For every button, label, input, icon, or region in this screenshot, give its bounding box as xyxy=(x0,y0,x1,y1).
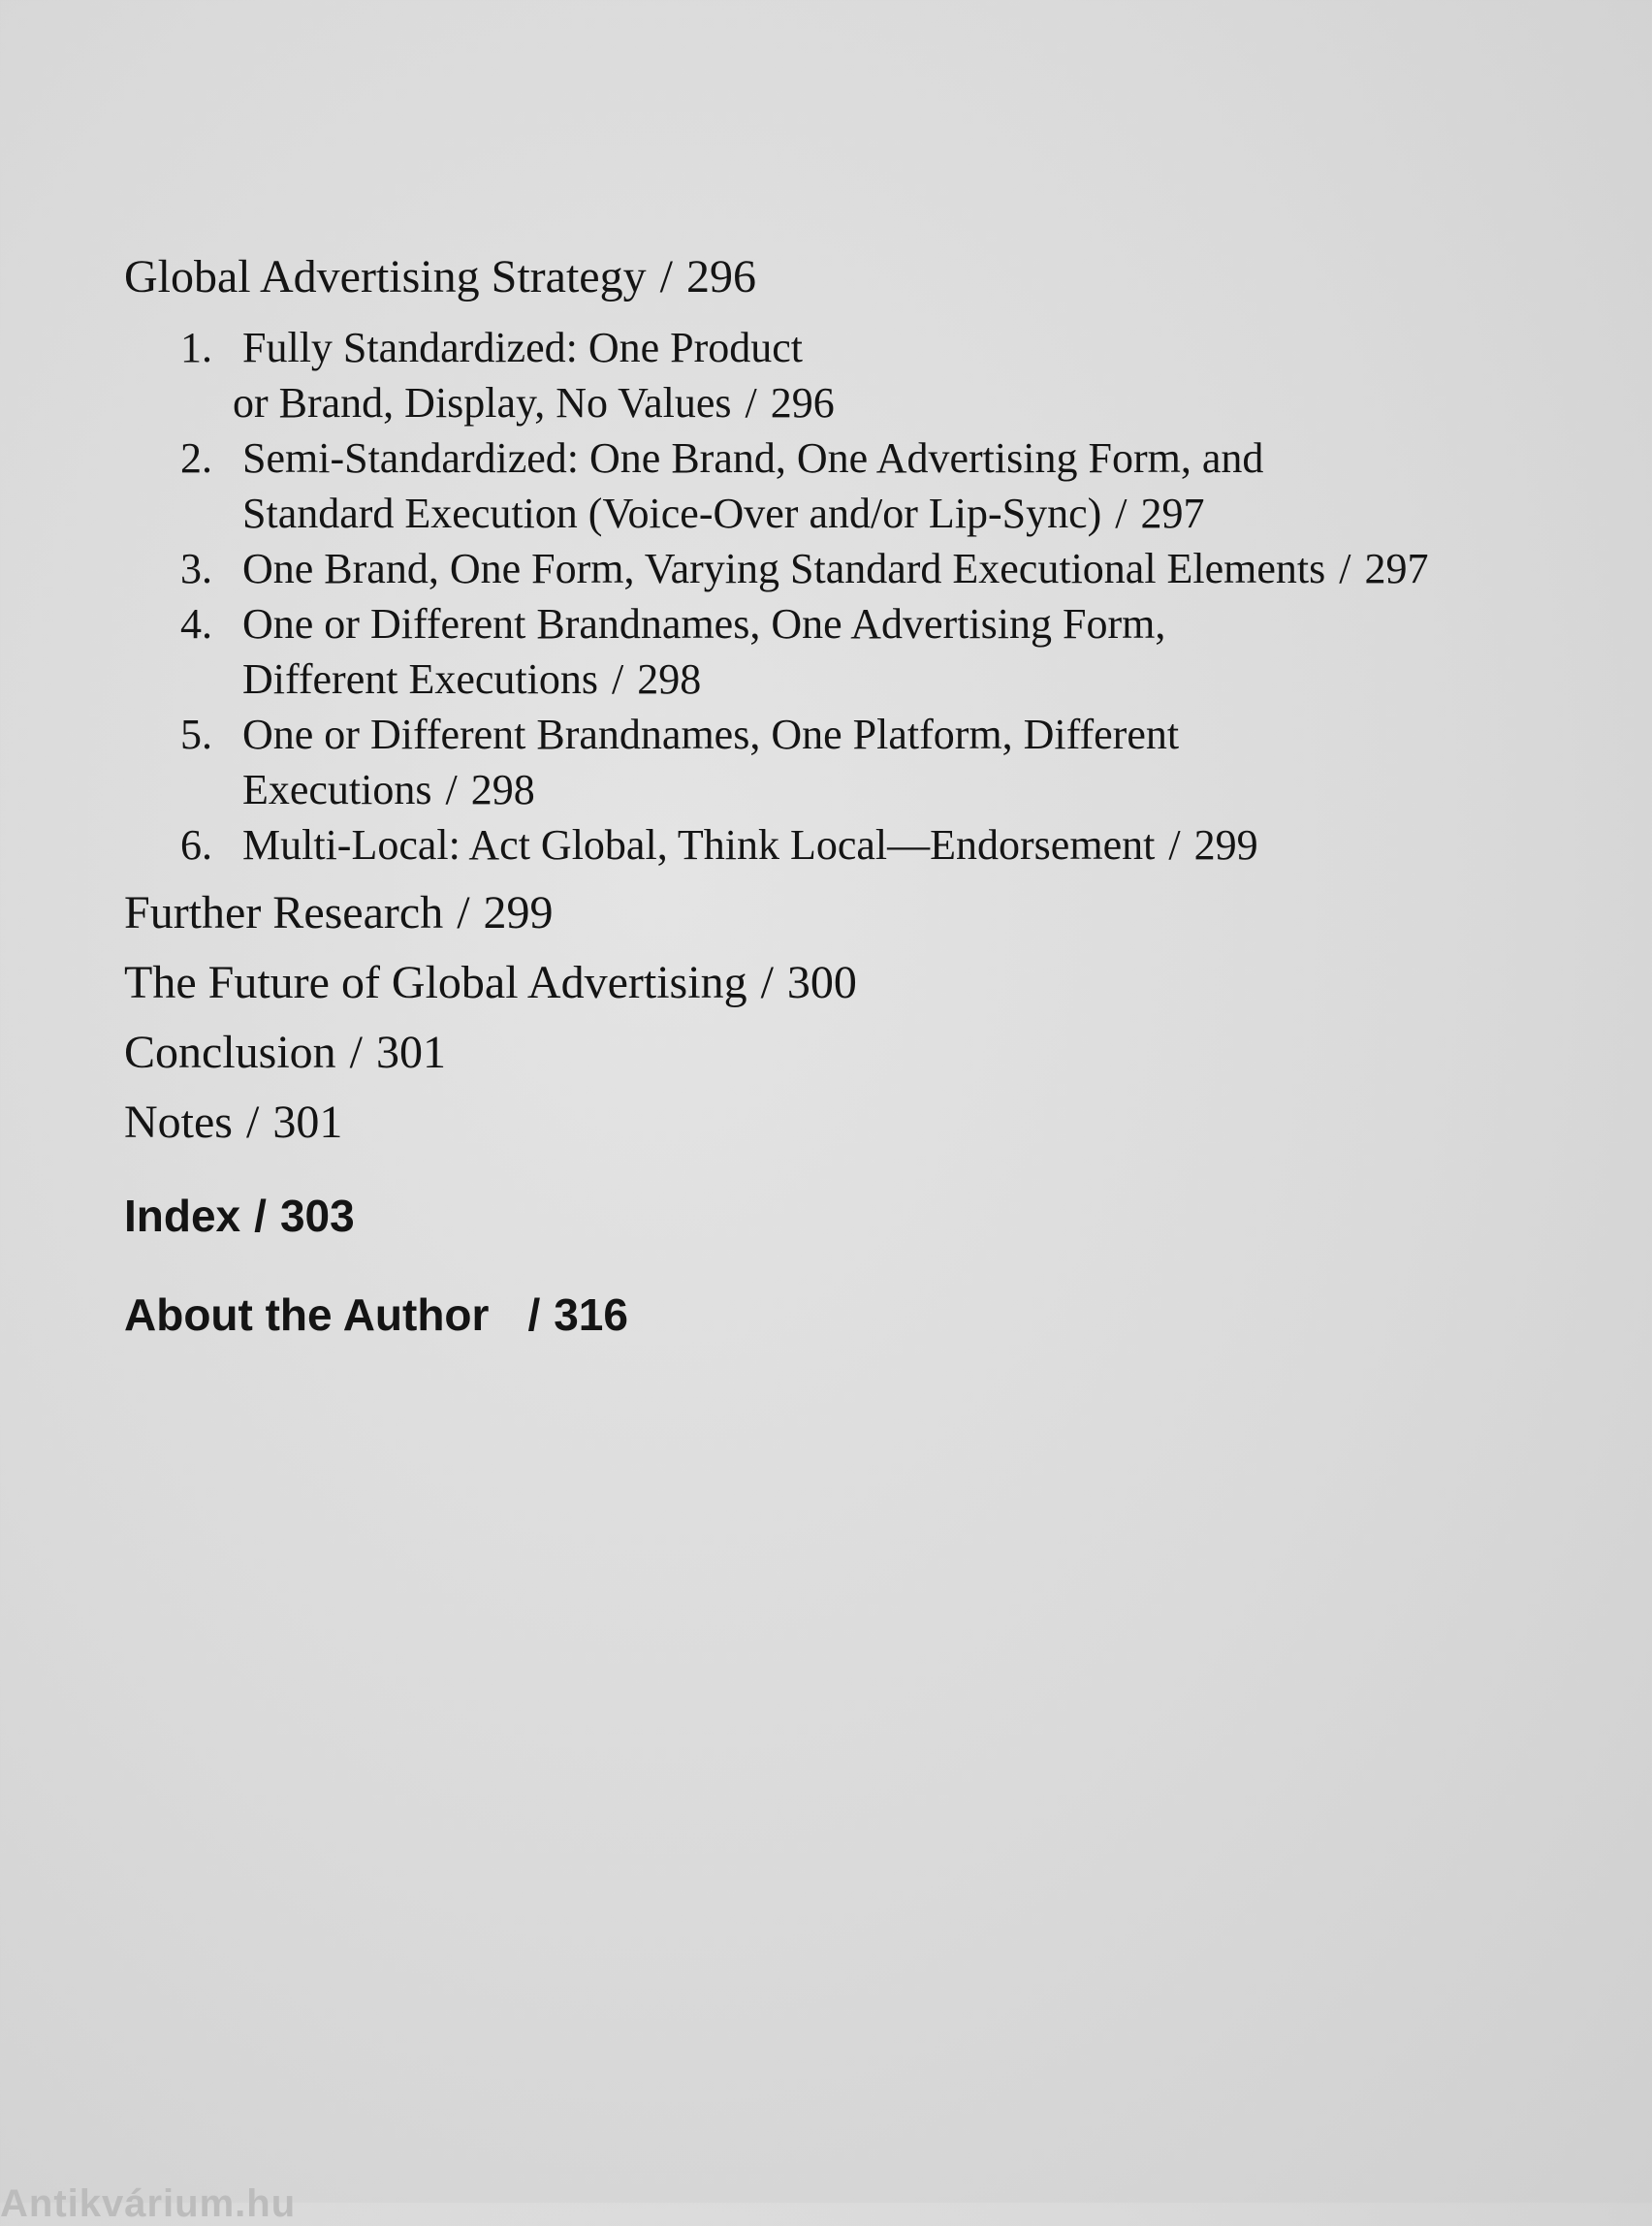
toc-entry-about-author xyxy=(124,1288,1636,1342)
toc-subitem-line1: Fully Standardized: One Product xyxy=(242,324,804,371)
toc-subitem-line2 xyxy=(242,486,1636,541)
toc-subitem xyxy=(124,707,1636,817)
toc-entry-page: 301 xyxy=(376,1027,447,1078)
toc-subitem-line2 xyxy=(242,762,1636,817)
toc-section-title: Global Advertising Strategy xyxy=(124,251,647,302)
toc-separator: / xyxy=(760,957,774,1008)
toc-subitem-page: 299 xyxy=(1193,821,1258,869)
toc-subitem-number: 5. xyxy=(180,711,212,758)
toc-subitem-page: 297 xyxy=(1140,490,1205,537)
watermark: Antikvárium.hu xyxy=(0,2182,297,2225)
toc-subitem-number: 2. xyxy=(180,434,212,482)
toc-subitem-line1: Semi-Standardized: One Brand, One Advertising Form, and xyxy=(242,434,1264,482)
toc-subitem-line2-text: Executions xyxy=(242,766,432,813)
toc-subitem-page: 296 xyxy=(770,379,835,427)
toc-entry-page: 303 xyxy=(279,1191,355,1241)
toc-separator: / xyxy=(1339,545,1351,592)
toc-entry-notes xyxy=(124,1096,1636,1150)
toc-subitem-number: 1. xyxy=(180,324,212,371)
toc-entry-conclusion xyxy=(124,1026,1636,1080)
toc-subitem-line1-text: One Brand, One Form, Varying Standard Executional Elements xyxy=(242,545,1326,592)
toc-section-page: 296 xyxy=(685,251,756,302)
toc-entry-title: The Future of Global Advertising xyxy=(124,957,747,1008)
toc-entry-index xyxy=(124,1189,1636,1243)
toc-separator: / xyxy=(445,766,458,813)
toc-subitem-line1 xyxy=(242,541,1636,596)
toc-subitem-line2-text: Different Executions xyxy=(242,655,598,703)
toc-entry-page: 316 xyxy=(554,1289,628,1340)
toc-subitem xyxy=(124,817,1636,873)
toc-subitem-line1 xyxy=(242,817,1636,873)
toc-entry-future xyxy=(124,956,1636,1010)
toc-separator: / xyxy=(457,887,470,938)
toc-entry-title: Notes xyxy=(124,1097,233,1148)
toc-separator: / xyxy=(745,379,757,427)
toc-entry-title: Conclusion xyxy=(124,1027,336,1078)
toc-subitem-line1-text: Multi-Local: Act Global, Think Local—Endorsement xyxy=(242,821,1156,869)
toc-subitem-page: 298 xyxy=(470,766,535,813)
toc-separator: / xyxy=(349,1027,364,1078)
toc-section-heading xyxy=(124,250,1636,304)
toc-subitem-number: 3. xyxy=(180,545,212,592)
toc-entry-page: 299 xyxy=(483,887,554,938)
toc-subitem-page: 297 xyxy=(1364,545,1429,592)
toc-subitem xyxy=(124,320,1636,430)
toc-separator: / xyxy=(611,655,624,703)
toc-subitem xyxy=(124,430,1636,541)
toc-subitem-line2 xyxy=(242,652,1636,707)
toc-separator: / xyxy=(527,1289,541,1340)
toc-separator: / xyxy=(1168,821,1181,869)
toc-entry-title: About the Author xyxy=(124,1289,490,1340)
toc-separator: / xyxy=(1115,490,1128,537)
toc-subitem xyxy=(124,596,1636,707)
toc-entry-title: Further Research xyxy=(124,887,444,938)
toc-subitem-page: 298 xyxy=(637,655,702,703)
toc-subitem-line2-text: Standard Execution (Voice-Over and/or Lip-Sync) xyxy=(242,490,1102,537)
toc-subitem xyxy=(124,541,1636,596)
toc-separator: / xyxy=(254,1191,267,1241)
toc-subitem-line2-text: or Brand, Display, No Values xyxy=(233,379,732,427)
toc-separator: / xyxy=(245,1097,260,1148)
toc-entry-page: 301 xyxy=(272,1097,343,1148)
toc-subitem-line2 xyxy=(233,375,1636,430)
toc-subitem-line1: One or Different Brandnames, One Platform, Different xyxy=(242,711,1180,758)
toc-entry-title: Index xyxy=(124,1191,241,1241)
table-of-contents xyxy=(124,250,1636,1342)
toc-separator: / xyxy=(659,251,673,302)
toc-entry-further-research xyxy=(124,886,1636,940)
toc-entry-page: 300 xyxy=(786,957,857,1008)
toc-subitem-number: 6. xyxy=(180,821,212,869)
toc-subitem-line1: One or Different Brandnames, One Advertising Form, xyxy=(242,600,1166,648)
toc-subitem-number: 4. xyxy=(180,600,212,648)
